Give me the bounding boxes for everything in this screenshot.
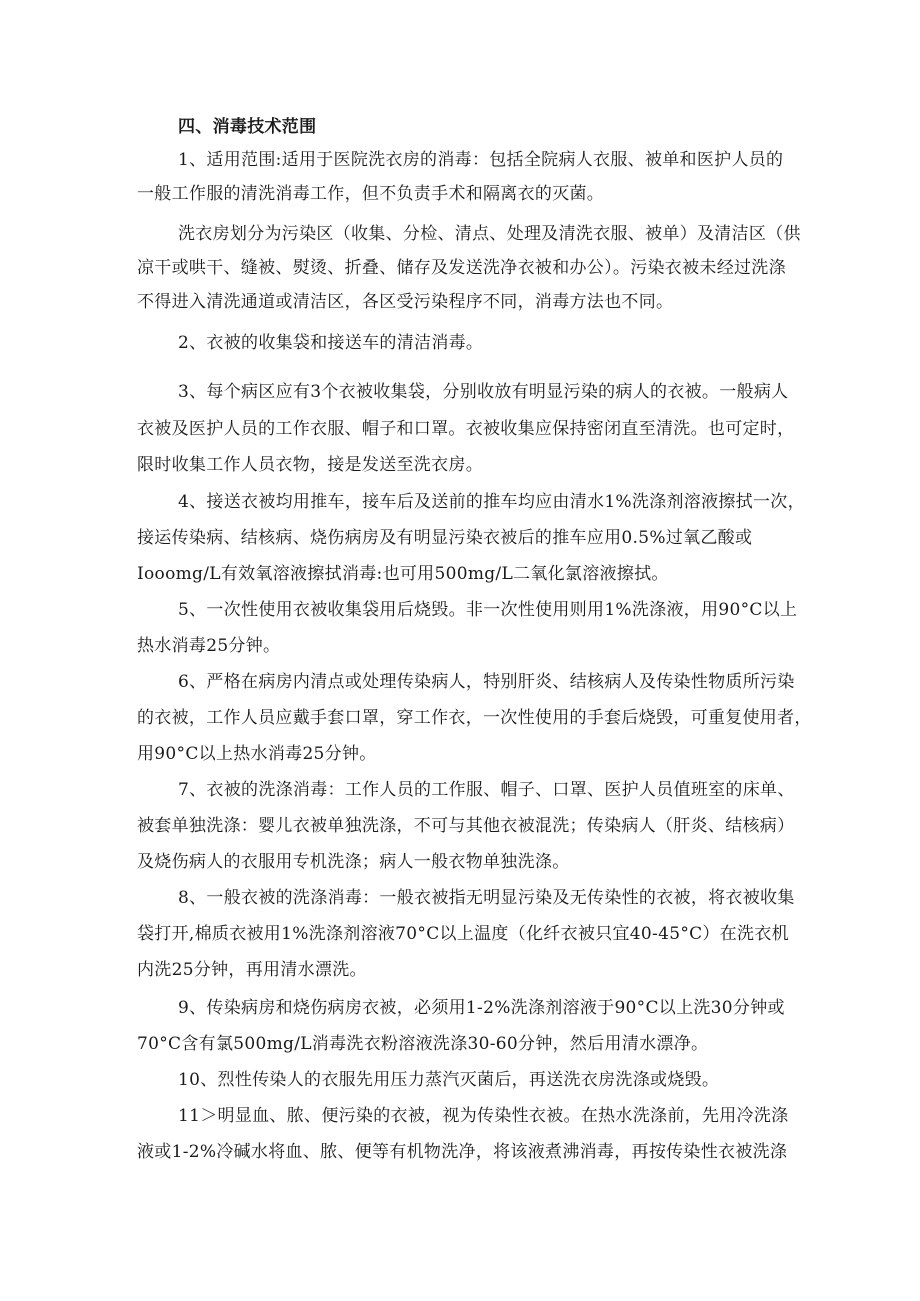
text-line: 70°C含有氯500mg/L消毒洗衣粉溶液洗涤30-60分钟，然后用清水漂净。 — [137, 1034, 709, 1054]
text-line: 接运传染病、结核病、烧伤病房及有明显污染衣被后的推车应用0.5%过氧乙酸或 — [137, 528, 753, 548]
text-line: 11＞明显血、脓、便污染的衣被，视为传染性衣被。在热水洗涤前，先用冷洗涤 — [178, 1106, 789, 1126]
text-line: 7、衣被的洗涤消毒：工作人员的工作服、帽子、口罩、医护人员值班室的床单、 — [178, 780, 795, 800]
text-line: 不得进入清洗通道或清洁区，各区受污染程序不同，消毒方法也不同。 — [137, 292, 674, 312]
text-line: 及烧伤病人的衣服用专机洗涤；病人一般衣物单独洗涤。 — [137, 852, 570, 872]
text-line: Iooomg/L有效氧溶液擦拭消毒:也可用500mg/L二氧化氯溶液擦拭。 — [137, 564, 669, 584]
section-heading: 四、消毒技术范围 — [178, 117, 317, 137]
text-line: 6、严格在病房内清点或处理传染病人，特别肝炎、结核病人及传染性物质所污染 — [178, 672, 795, 692]
text-line: 用90°C以上热水消毒25分钟。 — [137, 744, 377, 764]
text-line: 液或1-2%冷碱水将血、脓、便等有机物洗净，将该液煮沸消毒，再按传染性衣被洗涤 — [137, 1142, 788, 1162]
text-line: 被套单独洗涤：婴儿衣被单独洗涤，不可与其他衣被混洗；传染病人（肝炎、结核病） — [137, 816, 795, 836]
text-line: 热水消毒25分钟。 — [137, 636, 281, 656]
text-line: 内洗25分钟，再用清水漂洗。 — [137, 960, 367, 980]
text-line: 10、烈性传染人的衣服先用压力蒸汽灭菌后，再送洗衣房洗涤或烧毁。 — [178, 1070, 720, 1090]
text-line: 袋打开,棉质衣被用1%洗涤剂溶液70°C以上温度（化纤衣被只宜40-45°C）在洗衣机 — [137, 924, 789, 944]
text-line: 洗衣房划分为污染区（收集、分检、清点、处理及清洗衣服、被单）及清洁区（供 — [178, 224, 801, 244]
text-line: 2、衣被的收集袋和接送车的清洁消毒。 — [178, 333, 484, 353]
text-line: 4、接送衣被均用推车，接车后及送前的推车均应由清水1%洗涤剂溶液擦拭一次， — [178, 492, 805, 512]
text-line: 5、一次性使用衣被收集袋用后烧毁。非一次性使用则用1%洗涤液，用90°C以上 — [178, 600, 798, 620]
text-line: 衣被及医护人员的工作衣服、帽子和口罩。衣被收集应保持密闭直至清洗。也可定时， — [137, 419, 795, 439]
text-line: 一般工作服的清洗消毒工作，但不负责手术和隔离衣的灭菌。 — [137, 184, 605, 204]
text-line: 9、传染病房和烧伤病房衣被，必须用1-2%洗涤剂溶液于90°C以上洗30分钟或 — [178, 998, 785, 1018]
text-line: 限时收集工作人员衣物，接是发送至洗衣房。 — [137, 455, 483, 475]
text-line: 8、一般衣被的洗涤消毒：一般衣被指无明显污染及无传染性的衣被，将衣被收集 — [178, 888, 795, 908]
text-line: 1、适用范围:适用于医院洗衣房的消毒：包括全院病人衣服、被单和医护人员的 — [178, 150, 784, 170]
text-line: 凉干或哄干、缝被、熨烫、折叠、储存及发送洗净衣被和办公）。污染衣被未经过洗涤 — [137, 258, 786, 278]
text-line: 的衣被，工作人员应戴手套口罩，穿工作衣，一次性使用的手套后烧毁，可重复使用者， — [137, 708, 812, 728]
text-line: 3、每个病区应有3个衣被收集袋，分别收放有明显污染的病人的衣被。一般病人 — [178, 382, 789, 402]
